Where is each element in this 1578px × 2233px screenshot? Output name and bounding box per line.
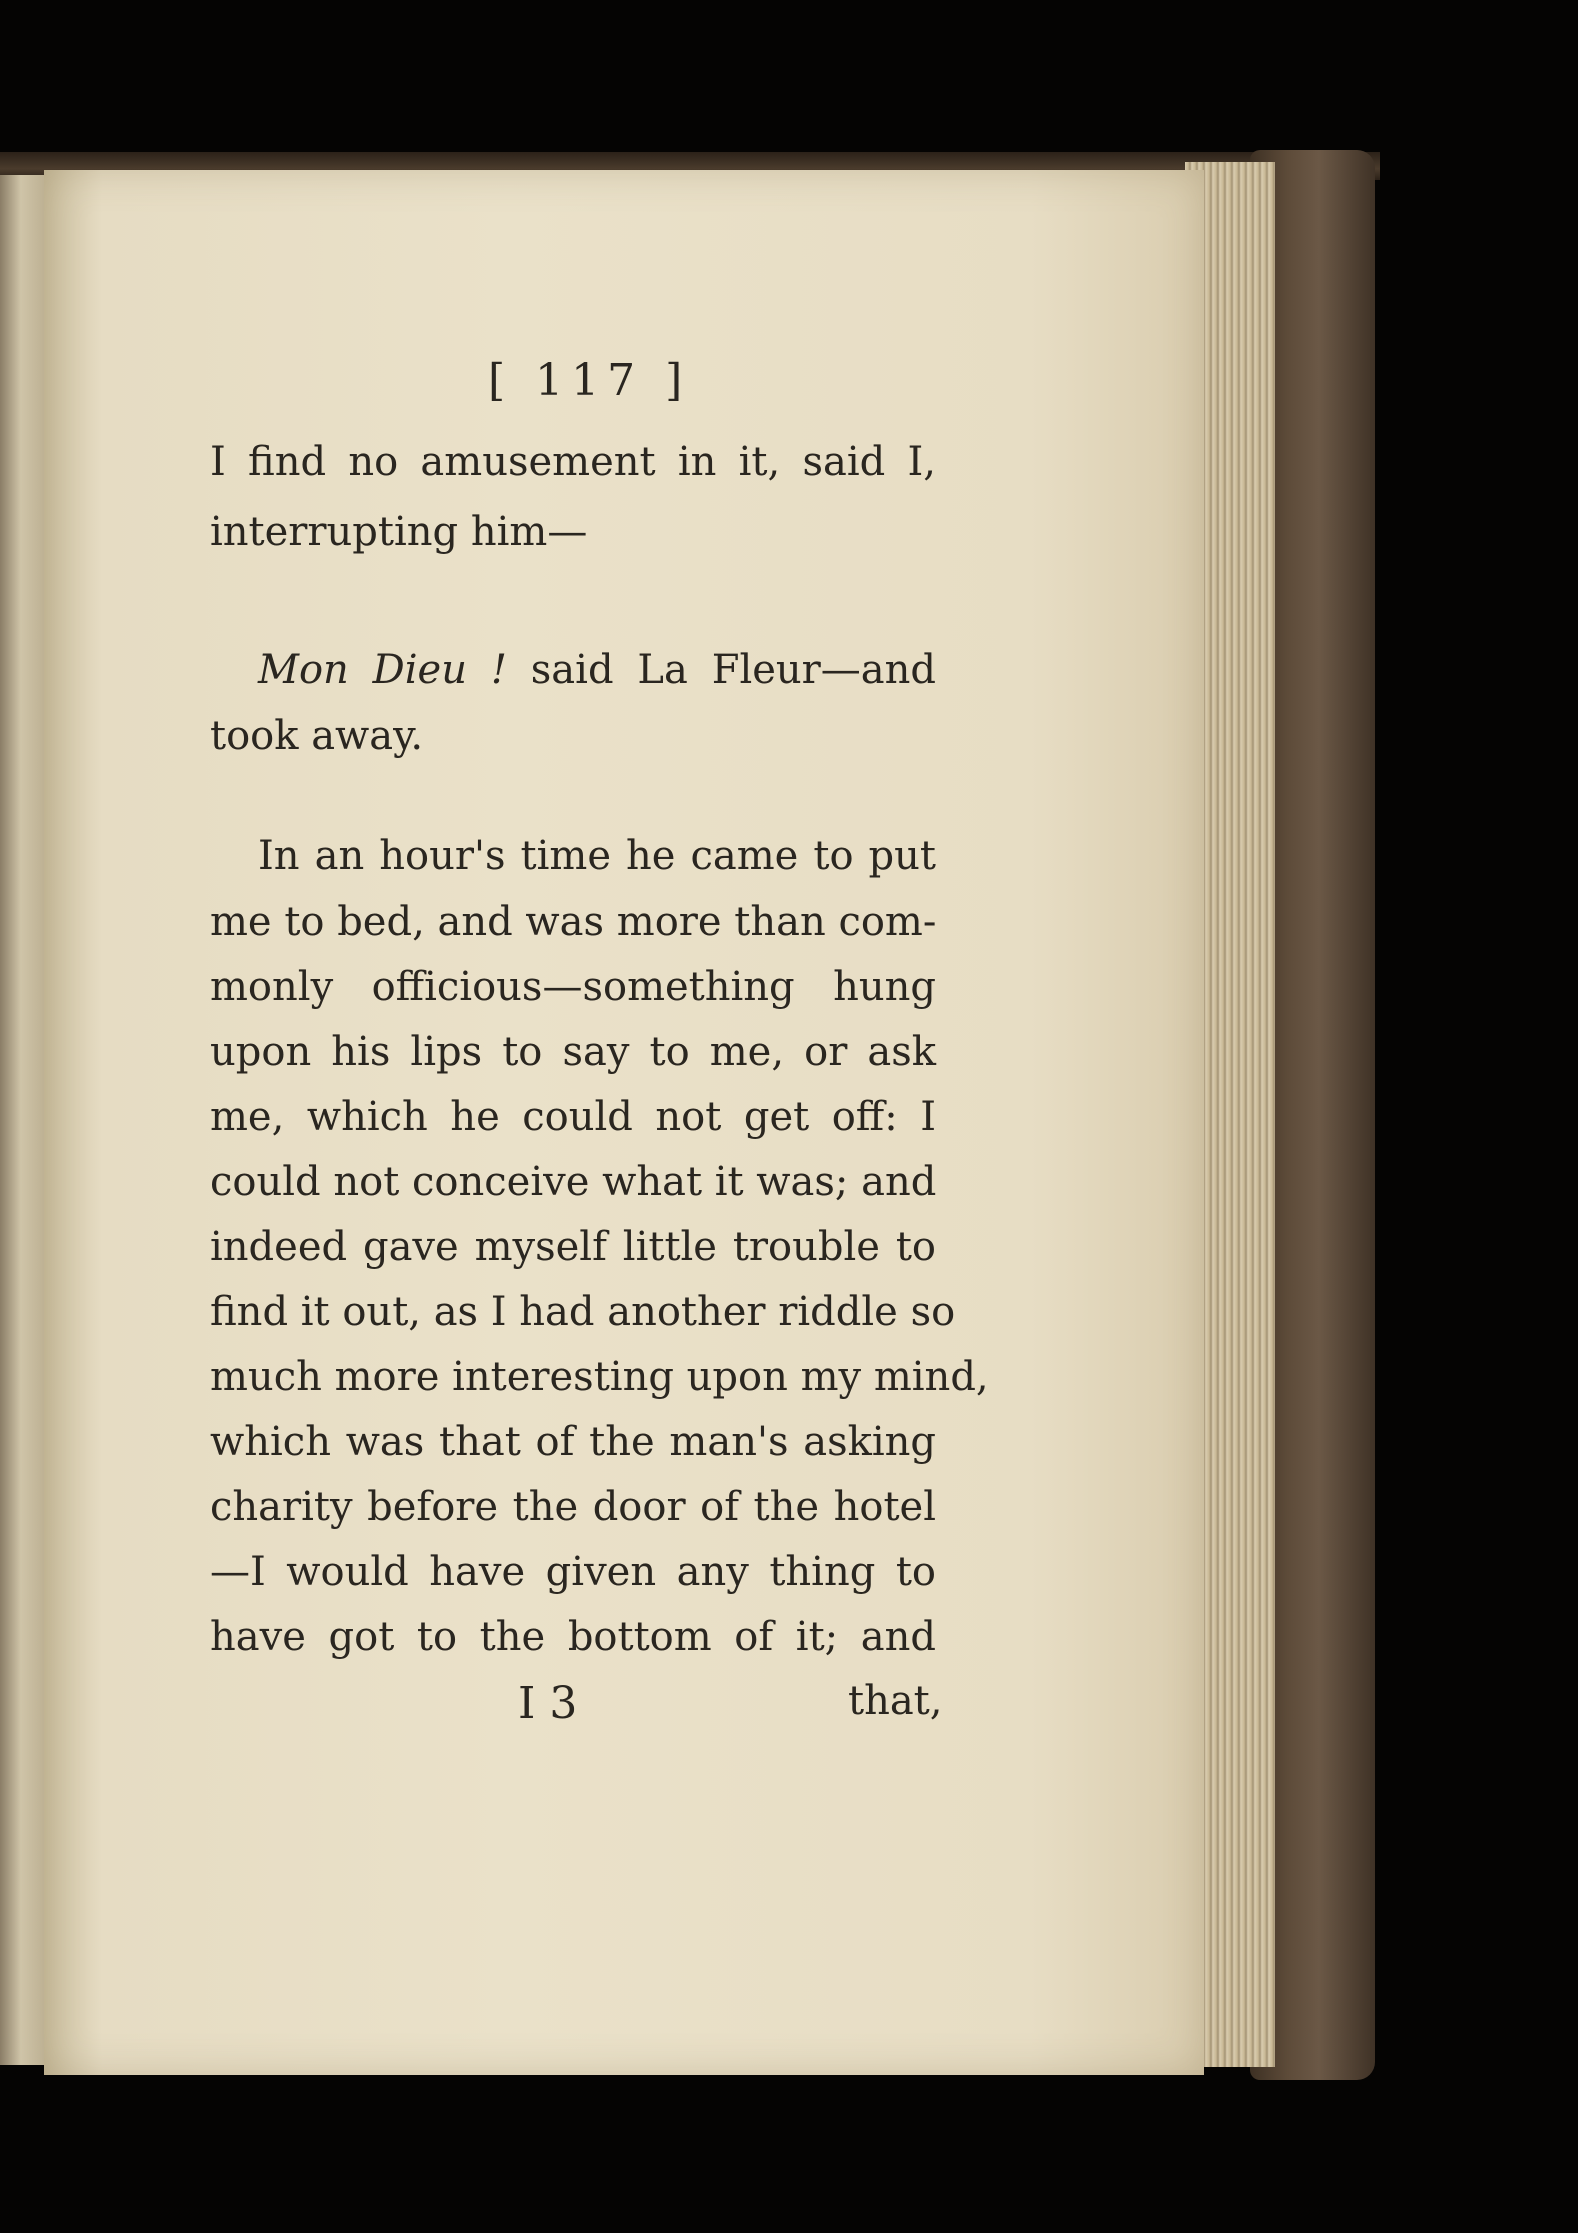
text-line: upon his lips to say to me, or ask [210,1029,936,1075]
page-number: [ 117 ] [488,355,691,406]
text-line: have got to the bottom of it; and [210,1614,936,1660]
text-line: —I would have given any thing to [210,1549,936,1595]
text-line: me, which he could not get off: I [210,1094,936,1140]
text-line: me to bed, and was more than com- [210,899,937,945]
text-line: took away. [210,713,424,759]
text-line: much more interesting upon my mind, [210,1354,989,1400]
text-line: could not conceive what it was; and [210,1159,937,1205]
text-line: find it out, as I had another riddle so [210,1289,956,1335]
text-line [258,640,936,700]
text-line: indeed gave myself little trouble to [210,1224,936,1270]
text-line: which was that of the man's asking [210,1419,936,1465]
line-continuation: said La Fleur—and [530,647,937,693]
text-line: charity before the door of the hotel [210,1484,936,1530]
catchword: that, [848,1678,943,1724]
text-line: In an hour's time he came to put [258,833,936,879]
italic-exclamation: Mon Dieu ! [258,647,507,693]
text-line: interrupting him— [210,509,588,555]
signature-mark: I 3 [518,1678,578,1729]
text-line: I find no amusement in it, said I, [210,439,936,485]
text-line: monly officious—something hung [210,964,936,1010]
